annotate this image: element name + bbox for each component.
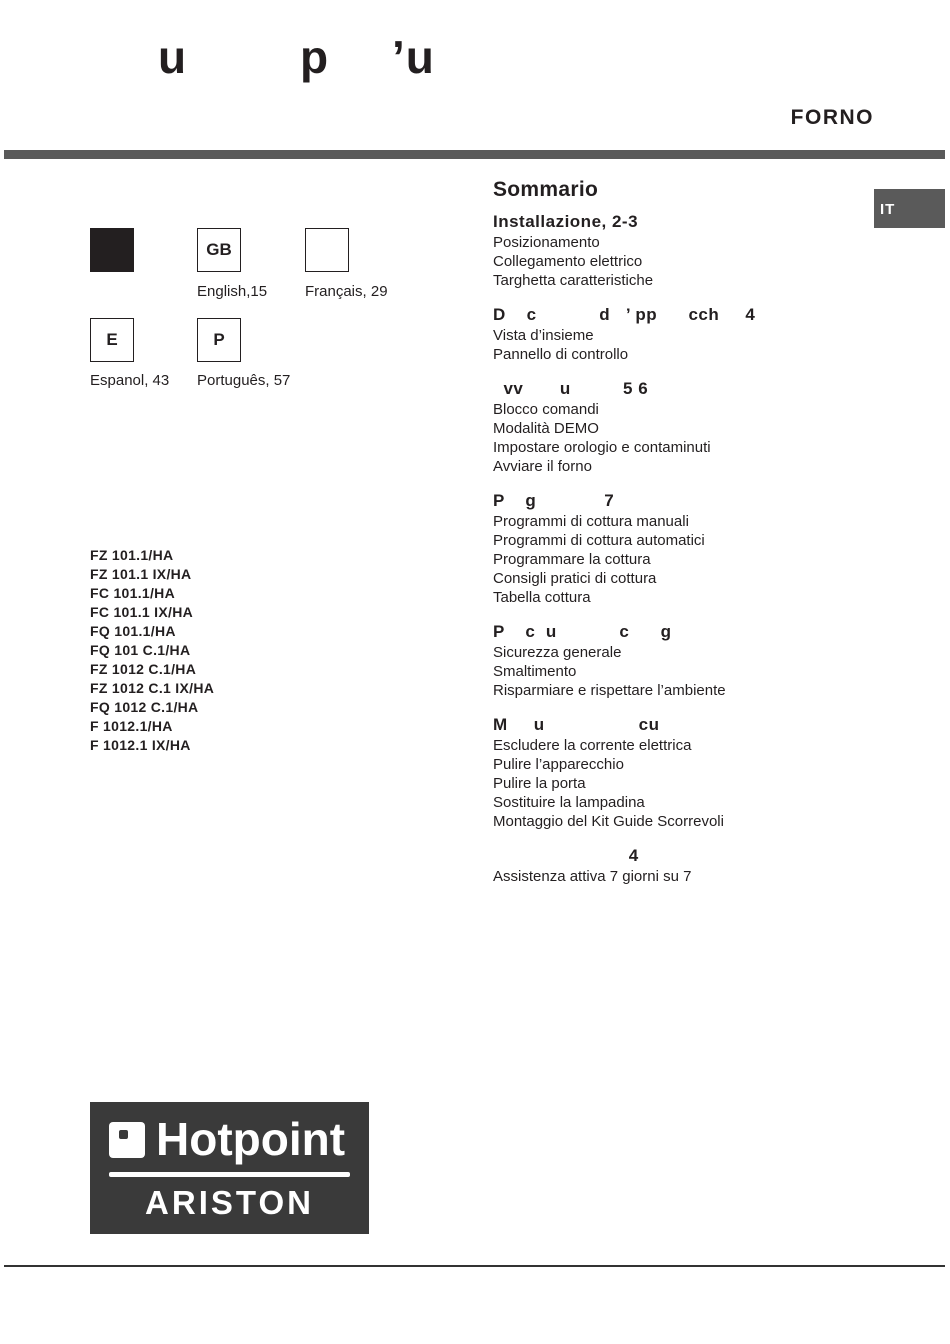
model-item: FQ 101.1/HA <box>90 623 176 639</box>
toc-item: Targhetta caratteristiche <box>493 272 654 289</box>
toc-heading: P g 7 <box>493 491 615 510</box>
language-box-fr <box>305 228 349 272</box>
toc-item: Programmare la cottura <box>493 551 651 568</box>
title-fragment-2: p <box>300 31 330 83</box>
toc-item: Pulire l’apparecchio <box>493 756 624 773</box>
toc-item: Assistenza attiva 7 giorni su 7 <box>493 868 692 885</box>
toc-item: Sicurezza generale <box>493 644 622 661</box>
model-item: FZ 1012 C.1 IX/HA <box>90 680 215 696</box>
top-divider <box>4 150 945 159</box>
toc-item: Blocco comandi <box>493 401 599 418</box>
language-label-es: Espanol, 43 <box>90 372 170 389</box>
toc-item: Pannello di controllo <box>493 346 629 363</box>
toc-item: Vista d’insieme <box>493 327 594 344</box>
toc-item: Avviare il forno <box>493 458 592 475</box>
product-type: FORNO <box>790 106 874 129</box>
table-of-contents <box>493 178 863 900</box>
model-item: FQ 101 C.1/HA <box>90 642 191 658</box>
toc-section-assistenza <box>493 845 863 886</box>
toc-item: Risparmiare e rispettare l’ambiente <box>493 682 726 699</box>
toc-item: Modalità DEMO <box>493 420 599 437</box>
bottom-divider <box>4 1265 945 1267</box>
model-item: FC 101.1/HA <box>90 585 175 601</box>
toc-section-avvio <box>493 378 863 476</box>
toc-heading: vv u 5 6 <box>493 379 649 398</box>
toc-section-installazione <box>493 211 863 290</box>
model-item: F 1012.1 IX/HA <box>90 737 191 753</box>
language-box-es: E <box>90 318 134 362</box>
logo-divider <box>109 1172 350 1177</box>
logo-brand-name: Hotpoint <box>156 1113 346 1165</box>
toc-item: Smaltimento <box>493 663 577 680</box>
language-label-fr: Français, 29 <box>305 283 388 300</box>
model-item: FC 101.1 IX/HA <box>90 604 194 620</box>
hotpoint-ariston-logo <box>90 1102 369 1234</box>
language-box-pt: P <box>197 318 241 362</box>
model-item: FZ 101.1/HA <box>90 547 174 563</box>
language-label-gb: English,15 <box>197 283 268 300</box>
model-item: F 1012.1/HA <box>90 718 173 734</box>
toc-heading: M u cu <box>493 715 660 734</box>
toc-item: Posizionamento <box>493 234 600 251</box>
toc-title: Sommario <box>493 178 599 201</box>
language-tab: IT <box>874 189 945 228</box>
language-label-pt: Português, 57 <box>197 372 291 389</box>
logo-mark-icon <box>109 1122 145 1158</box>
model-item: FZ 101.1 IX/HA <box>90 566 192 582</box>
toc-item: Impostare orologio e contaminuti <box>493 439 711 456</box>
toc-section-programmi <box>493 490 863 607</box>
language-box-it <box>90 228 134 272</box>
toc-heading: D c d ’ pp cch 4 <box>493 305 756 324</box>
title-fragment-3: ’u <box>392 31 435 83</box>
toc-section-precauzioni <box>493 621 863 700</box>
logo-brand-sub: ARISTON <box>145 1184 314 1221</box>
toc-item: Tabella cottura <box>493 589 591 606</box>
toc-item: Sostituire la lampadina <box>493 794 645 811</box>
language-box-gb: GB <box>197 228 241 272</box>
toc-heading: P c u c g <box>493 622 672 641</box>
toc-item: Escludere la corrente elettrica <box>493 737 692 754</box>
toc-item: Pulire la porta <box>493 775 586 792</box>
toc-item: Programmi di cottura automatici <box>493 532 705 549</box>
document-title <box>0 30 950 90</box>
toc-item: Collegamento elettrico <box>493 253 643 270</box>
model-item: FQ 1012 C.1/HA <box>90 699 199 715</box>
toc-heading: 4 <box>493 846 639 865</box>
toc-heading: Installazione, 2-3 <box>493 212 639 231</box>
toc-item: Programmi di cottura manuali <box>493 513 689 530</box>
toc-item: Consigli pratici di cottura <box>493 570 657 587</box>
model-item: FZ 1012 C.1/HA <box>90 661 197 677</box>
toc-item: Montaggio del Kit Guide Scorrevoli <box>493 813 724 830</box>
model-list <box>90 546 214 755</box>
toc-section-manutenzione <box>493 714 863 831</box>
title-fragment-1: u <box>158 31 188 83</box>
toc-section-descrizione <box>493 304 863 364</box>
